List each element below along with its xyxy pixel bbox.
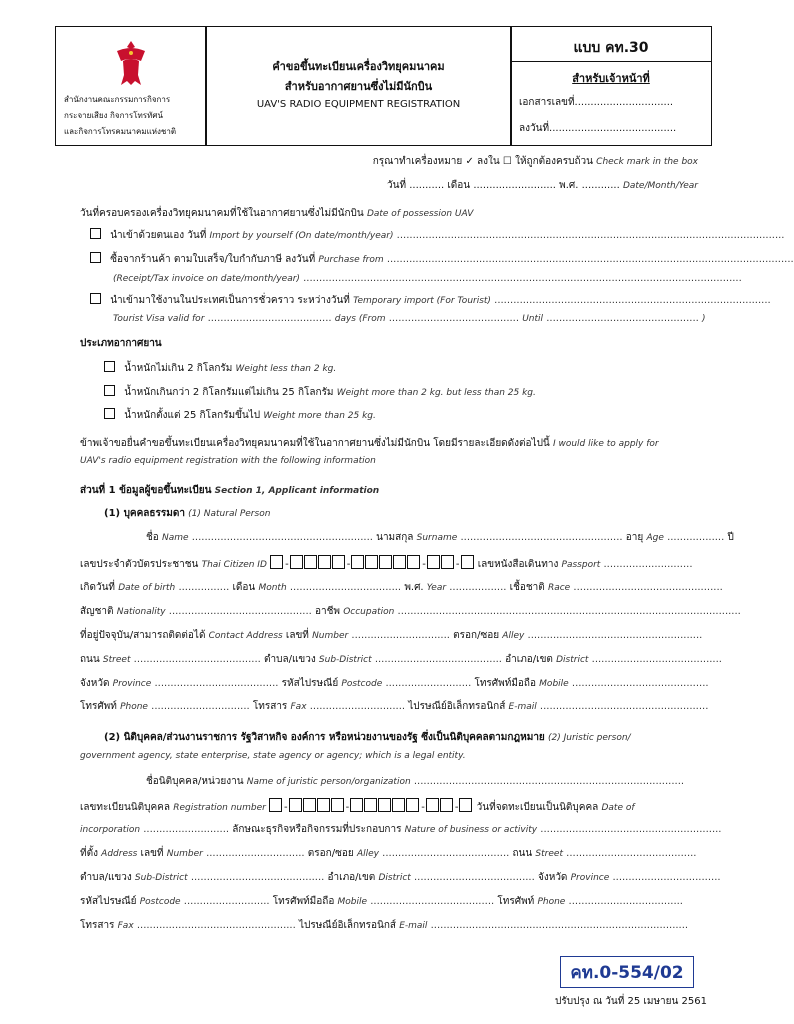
person-street-row[interactable]: ถนน Street ........................................ ตำบล/แขวง Sub-District ........................................ อำเภอ/เขต District ......................................... [80,654,722,665]
possession-heading: วันที่ครอบครองเครื่องวิทยุคมนาคมที่ใช้ในอากาศยานซึ่งไม่มีนักบิน Date of possession UAV [80,208,474,219]
person-nationality-row[interactable]: สัญชาติ Nationality ............................................. อาชีพ Occupation ............................................................................................................ [80,606,741,617]
officer-date: ลงวันที่........................................ [519,123,677,134]
form-number: คท.0-554/02 [570,962,684,983]
form-title-th: คำขอขึ้นทะเบียนเครื่องวิทยุคมนาคม [272,60,445,73]
garuda-emblem-icon [111,39,151,87]
form-title-en: UAV'S RADIO EQUIPMENT REGISTRATION [256,99,461,110]
person-dob-row[interactable]: เกิดวันที่ Date of birth ................ เดือน Month ................................... พ.ศ. Year .................. เชื้อชาติ Race ............................................... [80,582,723,593]
form-date-en: Date/Month/Year [622,181,698,191]
header-agency-box [55,26,207,146]
agency-name-line1: สำนักงานคณะกรรมการกิจการ [64,95,171,104]
checkbox[interactable] [90,252,101,263]
checkbox[interactable] [90,293,101,304]
aircraft-weight-option-1[interactable]: น้ำหนักไม่เกิน 2 กิโลกรัม Weight less than 2 kg. [104,361,336,376]
officer-heading: สำหรับเจ้าหน้าที่ [572,72,650,85]
possession-temporary-sub: Tourist Visa valid for ....................................... days (From ......................................... Until ................................................ ) [113,313,706,324]
agency-name-line2: กระจายเสียง กิจการโทรทัศน์ [64,111,163,120]
section1-heading: ส่วนที่ 1 ข้อมูลผู้ขอขึ้นทะเบียน Section 1, Applicant information [80,485,380,496]
checkbox[interactable] [104,385,115,396]
form-number-box [560,956,694,988]
instruction-text-en: Check mark in the box [596,157,698,167]
form-date-line [387,178,698,193]
apply-statement-en: UAV's radio equipment registration with the following information [80,456,376,466]
form-date-fields: วันที่ ........... เดือน .......................... พ.ศ. ............ [387,180,620,191]
registration-number-boxes[interactable]: - - - - [269,802,477,813]
header-title-box [205,26,512,146]
juristic-name-row[interactable]: ชื่อนิติบุคคล/หน่วยงาน Name of juristic person/organization ..................................................................................... [146,776,685,787]
juristic-reg-row[interactable]: เลขทะเบียนนิติบุคคล Registration number - - - - วันที่จดทะเบียนเป็นนิติบุคคล Date of [80,798,698,815]
person-phone-row[interactable]: โทรศัพท์ Phone ............................... โทรสาร Fax .............................. ไปรษณีย์อิเล็กทรอนิกส์ E-mail ..................................................... [80,701,709,712]
possession-option-temporary[interactable]: นำเข้ามาใช้งานในประเทศเป็นการชั่วคราว ระหว่างวันที่ Temporary import (For Tourist) ....................................................................................... [90,293,698,308]
possession-option-purchase[interactable]: ซื้อจากร้านค้า ตามใบเสร็จ/ใบกำกับภาษี ลงวันที่ Purchase from ................................................................................................................................ [90,252,698,267]
possession-purchase-sub: (Receipt/Tax invoice on date/month/year) .......................................................................................................................................... [113,273,742,284]
form-code: แบบ คท.30 [573,40,649,56]
aircraft-type-heading: ประเภทอากาศยาน [80,338,162,349]
checkbox[interactable] [104,408,115,419]
agency-name-line3: และกิจการโทรคมนาคมแห่งชาติ [64,127,177,136]
checkbox[interactable] [90,228,101,239]
juristic-address-row[interactable]: ที่ตั้ง Address เลขที่ Number ............................... ตรอก/ซอย Alley ........................................ ถนน Street ......................................... [80,848,697,859]
juristic-postcode-row[interactable]: รหัสไปรษณีย์ Postcode ........................... โทรศัพท์มือถือ Mobile ....................................... โทรศัพท์ Phone .................................... [80,896,683,907]
juristic-subdistrict-row[interactable]: ตำบล/แขวง Sub-District .......................................... อำเภอ/เขต District ...................................... จังหวัด Province .................................. [80,872,721,883]
apply-statement: ข้าพเจ้าขอยื่นคำขอขึ้นทะเบียนเครื่องวิทยุคมนาคมที่ใช้ในอากาศยานซึ่งไม่มีนักบิน โดยมีรายละเอียดดังต่อไปนี้ I would like to apply for [80,438,659,449]
natural-person-heading: (1) บุคคลธรรมดา (1) Natural Person [104,508,271,519]
aircraft-weight-option-2[interactable]: น้ำหนักเกินกว่า 2 กิโลกรัมแต่ไม่เกิน 25 กิโลกรัม Weight more than 2 kg. but less than 25 kg. [104,385,536,400]
juristic-business-row[interactable]: incorporation ........................... ลักษณะธุรกิจหรือกิจกรรมที่ประกอบการ Nature of business or activity ......................................................... [80,824,722,835]
header-officer-box [510,26,712,146]
person-address-row[interactable]: ที่อยู่ปัจจุบัน/สามารถติดต่อได้ Contact Address เลขที่ Number ............................... ตรอก/ซอย Alley ....................................................... [80,630,703,641]
person-name-row[interactable]: ชื่อ Name ......................................................... นามสกุล Surname ................................................... อายุ Age .................. ปี [146,532,734,543]
instruction-line [373,154,698,169]
person-citizen-row[interactable]: เลขประจำตัวบัตรประชาชน Thai Citizen ID - - - - เลขหนังสือเดินทาง Passport ............................ [80,555,698,572]
aircraft-weight-option-3[interactable]: น้ำหนักตั้งแต่ 25 กิโลกรัมขึ้นไป Weight more than 25 kg. [104,408,376,423]
person-province-row[interactable]: จังหวัด Province ....................................... รหัสไปรษณีย์ Postcode ........................... โทรศัพท์มือถือ Mobile ........................................... [80,678,709,689]
citizen-id-boxes[interactable]: - - - - [270,559,478,570]
checkbox[interactable] [104,361,115,372]
juristic-heading: (2) นิติบุคคล/ส่วนงานราชการ รัฐวิสาหกิจ องค์การ หรือหน่วยงานของรัฐ ซึ่งเป็นนิติบุคคลตามกฎหมาย (2) Juristic person/ [104,732,631,743]
revision-date: ปรับปรุง ณ วันที่ 25 เมษายน 2561 [555,996,707,1007]
officer-doc-no: เอกสารเลขที่............................... [519,97,674,108]
instruction-text: กรุณาทำเครื่องหมาย ✓ ลงใน ☐ ให้ถูกต้องครบถ้วน [372,156,593,167]
juristic-heading-en: government agency, state enterprise, state agency or agency; which is a legal entity. [80,751,466,761]
form-subtitle-th: สำหรับอากาศยานซึ่งไม่มีนักบิน [284,80,433,93]
possession-option-import[interactable]: นำเข้าด้วยตนเอง วันที่ Import by yourself (On date/month/year) .......................................................................................................................... [90,228,698,243]
juristic-fax-row[interactable]: โทรสาร Fax .................................................. ไปรษณีย์อิเล็กทรอนิกส์ E-mail ................................................................................. [80,920,689,931]
